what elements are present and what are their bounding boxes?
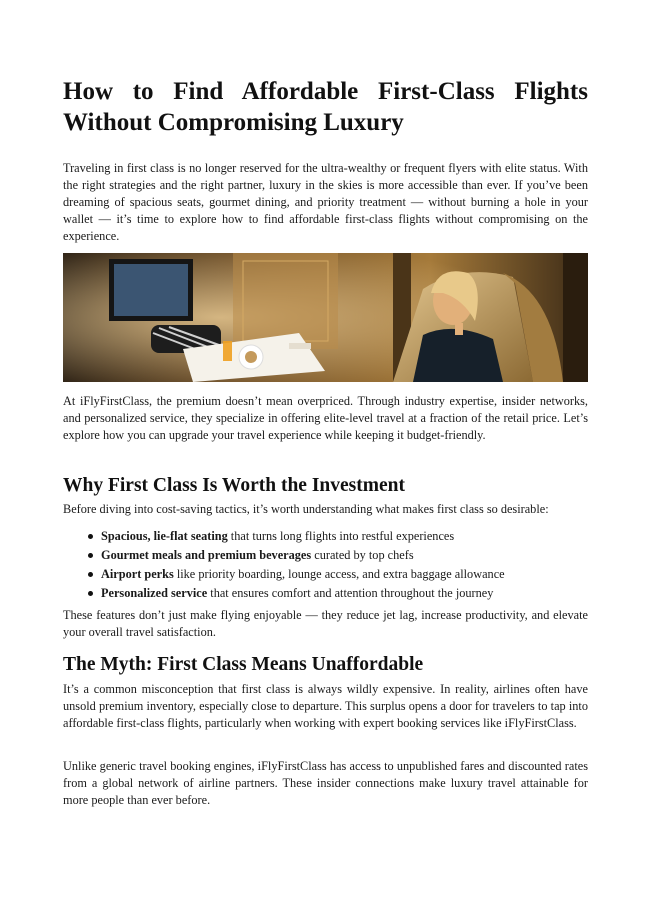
intro-paragraph: Traveling in first class is no longer reserved for the ultra-wealthy or frequent flyers with elite status. With the right strategies and the right partner, luxury in the skies is more accessible than ever. If you’ve been dreaming of spacious seats, gourmet dining, and priority treatment — without burning a hole in your wallet — it’s time to explore how to find affordable first-class flights without compromising on the experience.	[63, 161, 588, 243]
section2-paragraph-1: It’s a common misconception that first class is always wildly expensive. In reality, airlines often have unsold premium inventory, especially close to departure. This surplus opens a door for travelers to tap into affordable first-class flights, particularly when working with expert booking services like iFlyFirstClass.	[63, 682, 588, 730]
list-item	[101, 527, 588, 546]
title-line-1: How to Find Affordable First-Class Flights	[63, 78, 588, 105]
list-item	[101, 546, 588, 565]
list-item	[101, 584, 588, 603]
section2-paragraph-2: Unlike generic travel booking engines, iFlyFirstClass has access to unpublished fares and discounted rates from a global network of airline partners. These insider connections make luxury travel attainable for more people than ever before.	[63, 759, 588, 807]
article-title	[63, 76, 588, 138]
list-item-text: that turns long flights into restful experiences	[227, 529, 455, 543]
list-item-text: that ensures comfort and attention throughout the journey	[207, 586, 494, 600]
list-item-bold: Spacious, lie-flat seating	[101, 529, 228, 543]
first-class-cabin-photo	[63, 253, 588, 382]
title-line-2: Without Compromising Luxury	[63, 109, 404, 136]
list-item	[101, 565, 588, 584]
list-item-bold: Airport perks	[101, 567, 174, 581]
list-item-bold: Personalized service	[101, 586, 208, 600]
list-item-text: curated by top chefs	[311, 548, 414, 562]
section-heading-myth: The Myth: First Class Means Unaffordable	[63, 654, 424, 675]
list-item-bold: Gourmet meals and premium beverages	[101, 548, 312, 562]
intro-paragraph-2: At iFlyFirstClass, the premium doesn’t mean overpriced. Through industry expertise, insider networks, and personalized service, they specialize in offering elite-level travel at a fraction of the retail price. Let’s explore how you can upgrade your travel experience while keeping it budget-friendly.	[63, 394, 588, 442]
section-heading-why: Why First Class Is Worth the Investment	[63, 475, 405, 496]
section1-closing: These features don’t just make flying enjoyable — they reduce jet lag, increase productivity, and elevate your overall travel satisfaction.	[63, 608, 588, 639]
section1-lead: Before diving into cost-saving tactics, it’s worth understanding what makes first class so desirable:	[63, 502, 549, 516]
list-item-text: like priority boarding, lounge access, and extra baggage allowance	[173, 567, 505, 581]
benefits-list	[63, 527, 588, 603]
